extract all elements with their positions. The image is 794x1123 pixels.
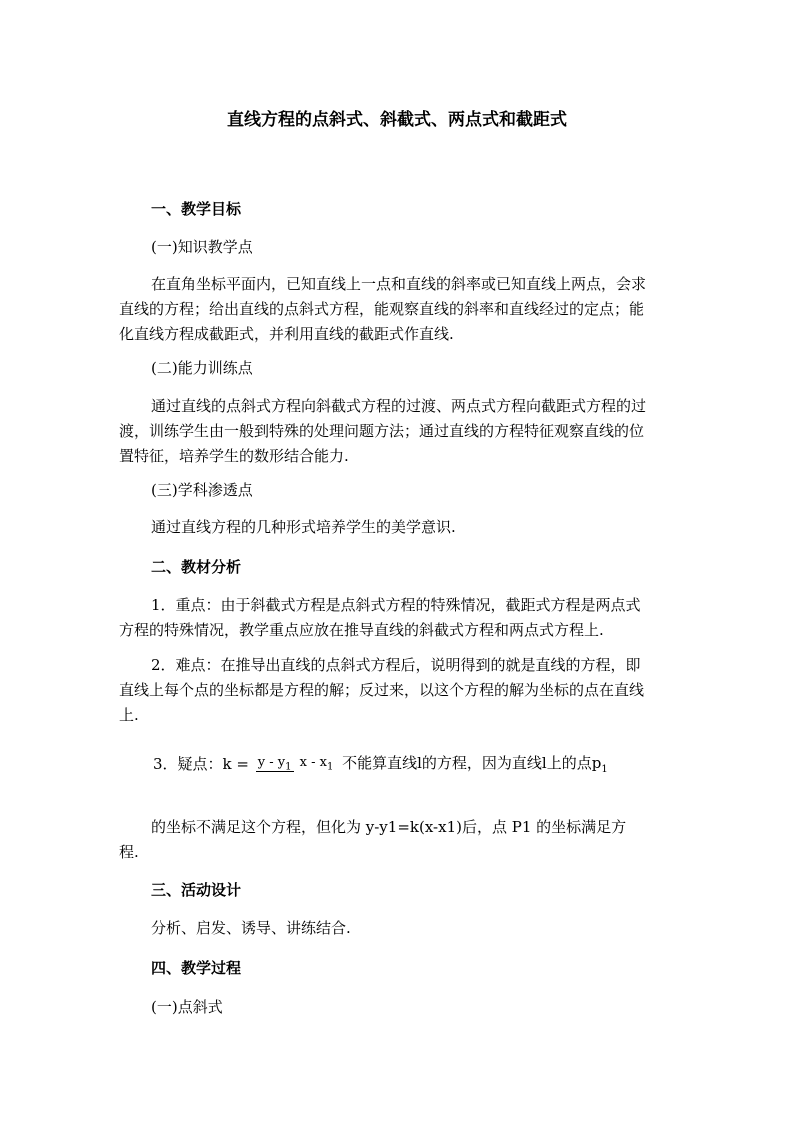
doubt-prefix: 3．疑点：k = (153, 755, 249, 773)
text-line: 通过直线方程的几种形式培养学生的美学意识. (151, 518, 456, 536)
subheading-knowledge: (一)知识教学点 (151, 238, 253, 256)
section-heading-analysis: 二、教材分析 (151, 558, 242, 576)
text-line: 2．难点：在推导出直线的点斜式方程后，说明得到的就是直线的方程，即 (151, 656, 641, 674)
text-line: 上. (119, 706, 139, 724)
subheading-ability: (二)能力训练点 (151, 359, 253, 377)
paragraph-ability (119, 394, 679, 469)
text-line: 化直线方程成截距式，并利用直线的截距式作直线. (119, 325, 454, 343)
section-heading-activity: 三、活动设计 (151, 881, 242, 899)
text-line: 直线上每个点的坐标都是方程的解；反过来，以这个方程的解为坐标的点在直线 (119, 681, 645, 699)
text-line: 渡，训练学生由一般到特殊的处理问题方法；通过直线的方程特征观察直线的位 (119, 422, 645, 440)
paragraph-key-point (119, 593, 679, 643)
section-heading-goals: 一、教学目标 (151, 200, 242, 218)
paragraph-doubt-continued (119, 815, 679, 865)
paragraph-discipline (119, 515, 679, 540)
paragraph-knowledge (119, 272, 679, 347)
text-line: 1．重点：由于斜截式方程是点斜式方程的特殊情况，截距式方程是两点式 (151, 596, 641, 614)
text-line: 程. (119, 843, 139, 861)
text-line: 通过直线的点斜式方程向斜截式方程的过渡、两点式方程向截距式方程的过 (151, 397, 647, 415)
document-title: 直线方程的点斜式、斜截式、两点式和截距式 (227, 110, 567, 130)
paragraph-difficulty (119, 653, 679, 728)
text-line: 直线的方程；给出直线的点斜式方程，能观察直线的斜率和直线经过的定点；能 (119, 300, 645, 318)
subheading-discipline: (三)学科渗透点 (151, 481, 253, 499)
doubt-point-line (153, 752, 608, 792)
fraction-denominator: x - $x_1$ (299, 754, 334, 773)
activity-text: 分析、启发、诱导、讲练结合. (151, 919, 351, 937)
text-line: 在直角坐标平面内，已知直线上一点和直线的斜率或已知直线上两点，会求 (151, 275, 647, 293)
subheading-point-slope: (一)点斜式 (151, 998, 223, 1016)
doubt-suffix: 不能算直线l的方程，因为直线l上的点$p_1$ (342, 754, 608, 775)
section-heading-process: 四、教学过程 (151, 959, 242, 977)
fraction-numerator: y - $y_1$ (257, 754, 292, 773)
slope-fraction (256, 755, 336, 773)
text-line: 方程的特殊情况，教学重点应放在推导直线的斜截式方程和两点式方程上. (119, 621, 604, 639)
text-line: 置特征，培养学生的数形结合能力. (119, 447, 349, 465)
text-line: 的坐标不满足这个方程，但化为 y-y1=k(x-x1)后，点 P1 的坐标满足方 (151, 818, 627, 836)
